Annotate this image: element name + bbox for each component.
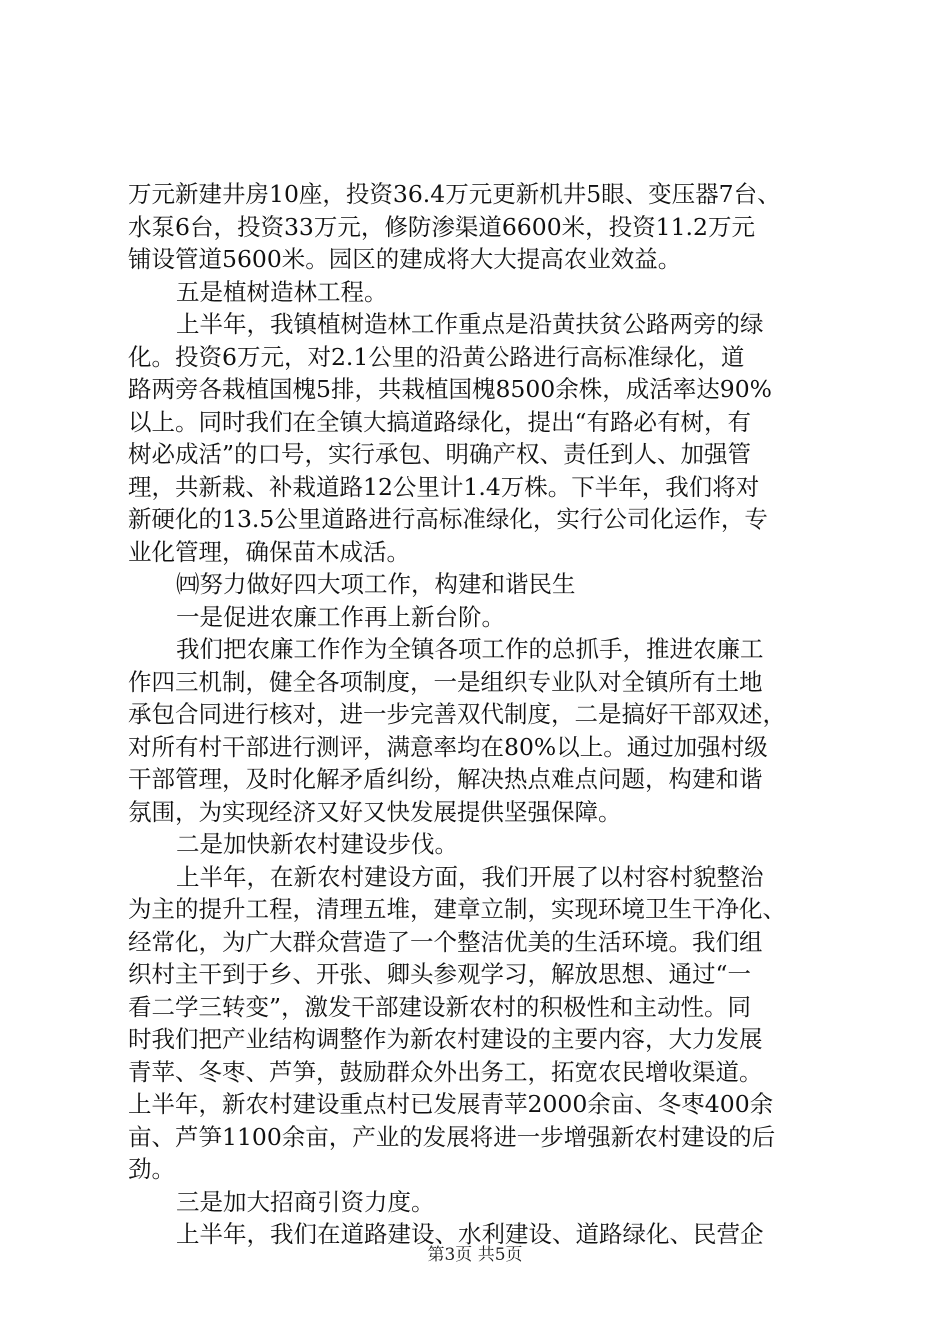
text-line: 时我们把产业结构调整作为新农村建设的主要内容，大力发展 [128, 1025, 763, 1053]
text-line: 看二学三转变”，激发干部建设新农村的积极性和主动性。同 [128, 992, 752, 1021]
text-line: 上半年，在新农村建设方面，我们开展了以村容村貌整治 [176, 862, 764, 891]
text-line: 业化管理，确保苗木成活。 [128, 537, 410, 566]
text-line: 劲。 [128, 1155, 175, 1183]
text-line: 氛围，为实现经济又好又快发展提供坚强保障。 [128, 797, 622, 826]
text-line: 织村主干到于乡、开张、卿头参观学习，解放思想、通过“一 [128, 960, 752, 988]
page-number-label: 第3页 共5页 [427, 1245, 523, 1265]
text-line: 我们把农廉工作作为全镇各项工作的总抓手，推进农廉工 [176, 635, 764, 663]
text-line: 经常化，为广大群众营造了一个整洁优美的生活环境。我们组 [128, 927, 763, 956]
text-line: 万元新建井房10座，投资36.4万元更新机井5眼、变压器7台、 [128, 180, 781, 208]
section-heading: 二是加快新农村建设步伐。 [176, 830, 458, 858]
text-line: 对所有村干部进行测评，满意率均在80%以上。通过加强村级 [128, 732, 768, 761]
section-heading: 一是促进农廉工作再上新台阶。 [176, 602, 505, 631]
section-heading: ㈣努力做好四大项工作，构建和谐民生 [176, 570, 576, 598]
document-body [128, 178, 833, 1251]
text-line: 上半年，我们在道路建设、水利建设、道路绿化、民营企 [176, 1220, 764, 1248]
section-heading: 五是植树造林工程。 [176, 277, 388, 306]
text-line: 作四三机制，健全各项制度，一是组织专业队对全镇所有土地 [128, 667, 763, 696]
text-line: 理，共新栽、补栽道路12公里计1.4万株。下半年，我们将对 [128, 472, 760, 501]
text-line: 亩、芦笋1100余亩，产业的发展将进一步增强新农村建设的后 [128, 1122, 776, 1151]
text-line: 水泵6台，投资33万元，修防渗渠道6600米，投资11.2万元 [128, 212, 755, 241]
text-line: 青苹、冬枣、芦笋，鼓励群众外出务工，拓宽农民增收渠道。 [128, 1057, 763, 1086]
text-line: 化。投资6万元，对2.1公里的沿黄公路进行高标准绿化，道 [128, 342, 745, 371]
text-line: 干部管理，及时化解矛盾纠纷，解决热点难点问题，构建和谐 [128, 765, 763, 793]
text-line: 树必成活”的口号，实行承包、明确产权、责任到人、加强管 [128, 440, 752, 468]
text-line: 路两旁各栽植国槐5排，共栽植国槐8500余株，成活率达90% [128, 375, 772, 403]
page-footer [0, 1240, 950, 1265]
text-line: 新硬化的13.5公里道路进行高标准绿化，实行公司化运作，专 [128, 505, 768, 533]
text-line: 上半年，我镇植树造林工作重点是沿黄扶贫公路两旁的绿 [176, 310, 764, 338]
text-line: 为主的提升工程，清理五堆，建章立制，实现环境卫生干净化、 [128, 895, 786, 923]
text-line: 上半年，新农村建设重点村已发展青苹2000余亩、冬枣400余 [128, 1090, 774, 1118]
text-line: 以上。同时我们在全镇大搞道路绿化，提出“有路必有树，有 [128, 407, 752, 436]
section-heading: 三是加大招商引资力度。 [176, 1187, 435, 1216]
text-line: 铺设管道5600米。园区的建成将大大提高农业效益。 [128, 245, 682, 273]
text-line: 承包合同进行核对，进一步完善双代制度，二是搞好干部双述， [128, 700, 786, 728]
